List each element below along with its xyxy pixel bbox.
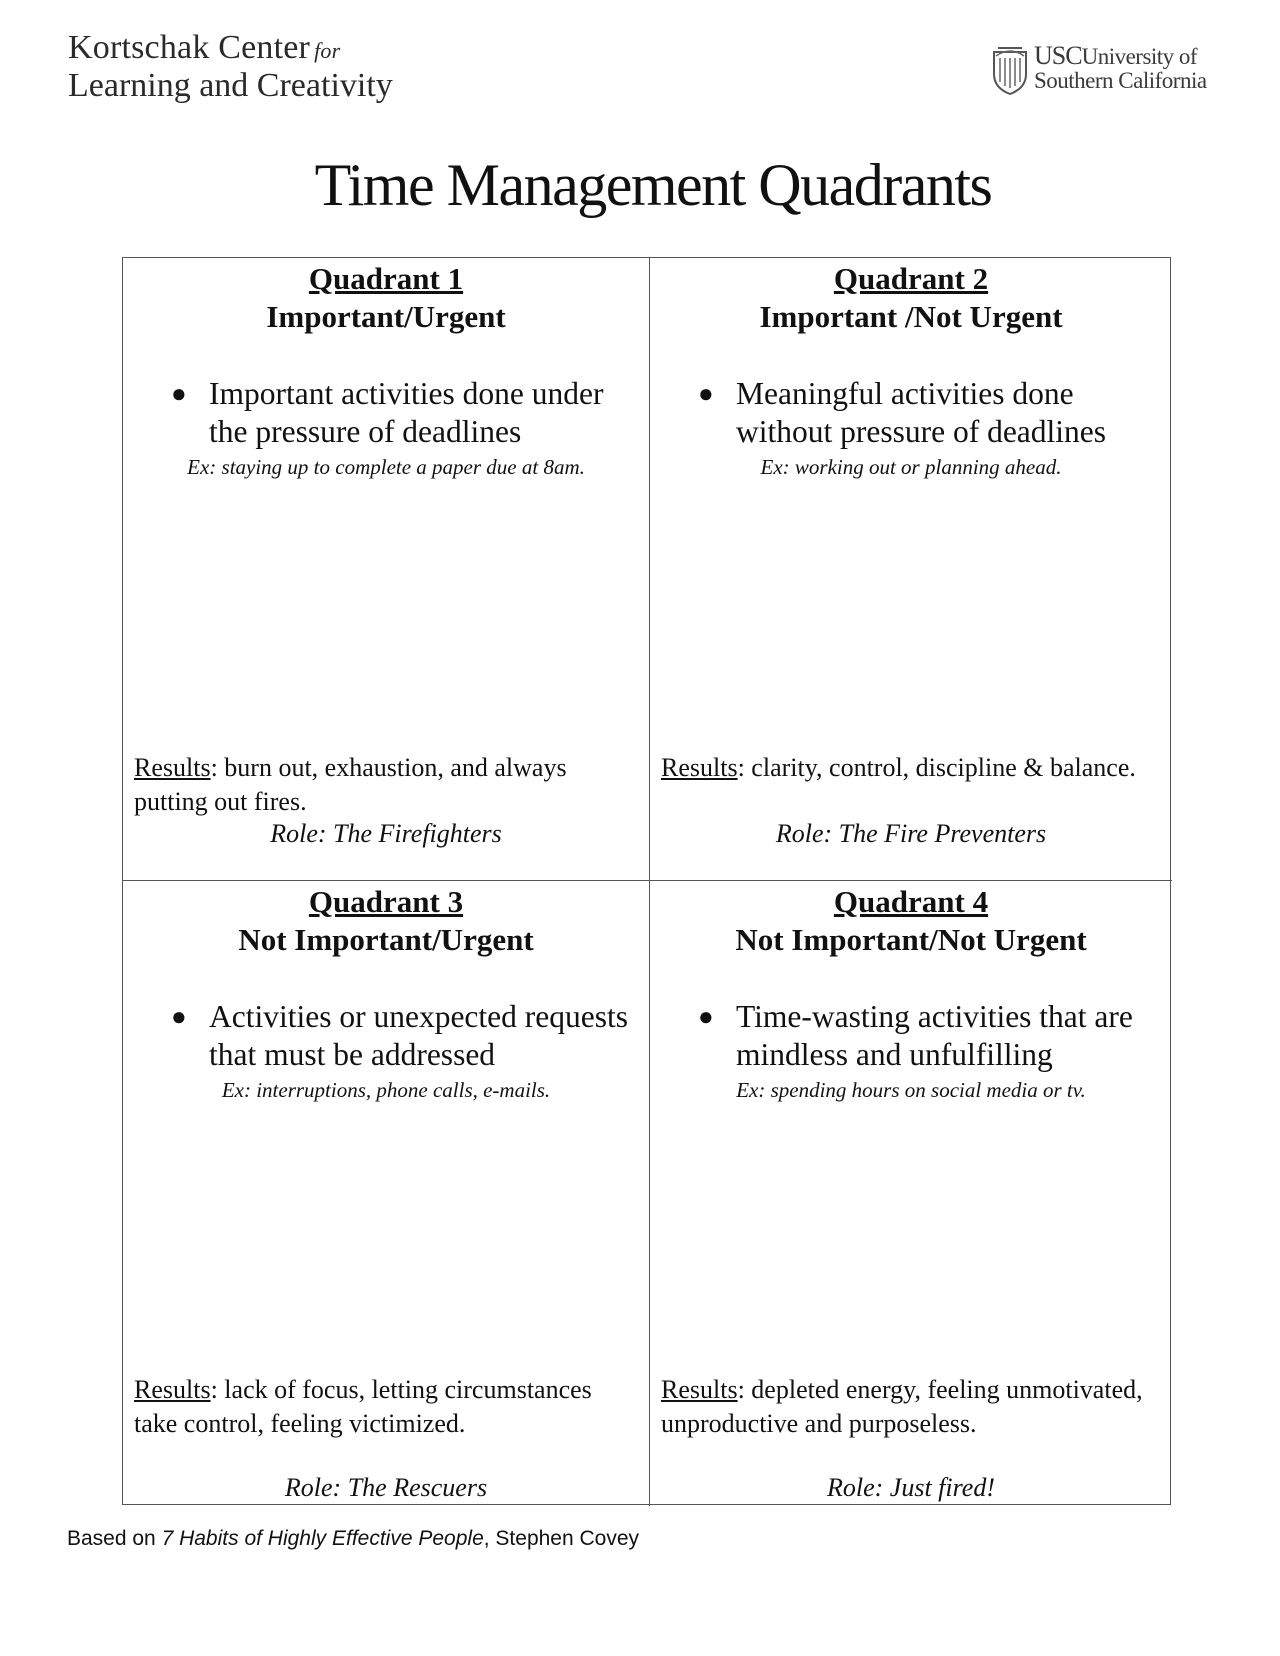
usc-university-of: University of <box>1081 44 1198 69</box>
logo-line-1 <box>68 30 428 69</box>
bullet-dot-icon: ● <box>171 379 187 408</box>
bullet-dot-icon: ● <box>171 1002 187 1031</box>
quadrant-results <box>134 1373 639 1441</box>
bullet-text: Time-wasting activities that are mindless and unfulfilling <box>736 999 1133 1072</box>
footer-author: , Stephen Covey <box>483 1527 640 1550</box>
quadrant-4 <box>650 881 1172 1506</box>
quadrant-header <box>123 258 649 336</box>
results-text: : burn out, exhaustion, and always putting out fires. <box>134 753 567 816</box>
footer-book-title: 7 Habits of Highly Effective People <box>161 1527 484 1550</box>
usc-seal-icon <box>990 44 1030 96</box>
footer-prefix: Based on <box>67 1527 162 1550</box>
results-label: Results <box>661 753 738 782</box>
logo-org-name: Kortschak Center <box>68 29 311 66</box>
quadrant-results <box>134 751 639 819</box>
results-label: Results <box>661 1375 738 1404</box>
kortschak-logo <box>68 30 428 103</box>
quadrant-example: Ex: staying up to complete a paper due at 8am. <box>187 455 585 479</box>
bullet-dot-icon: ● <box>698 1002 714 1031</box>
quadrant-1 <box>123 258 650 881</box>
quadrant-header <box>650 881 1172 959</box>
quadrant-bullet <box>171 998 643 1074</box>
quadrant-number: Quadrant 2 <box>833 261 989 296</box>
quadrant-subtitle: Important /Not Urgent <box>759 299 1063 334</box>
quadrant-example: Ex: working out or planning ahead. <box>760 455 1062 479</box>
quadrant-subtitle: Not Important/Urgent <box>238 922 534 957</box>
quadrant-results <box>661 1373 1162 1441</box>
usc-logo <box>990 41 1230 96</box>
quadrant-role: Role: Just fired! <box>827 1473 995 1502</box>
usc-line-2: Southern California <box>1034 68 1207 93</box>
usc-wordmark <box>1034 41 1207 93</box>
quadrant-subtitle: Not Important/Not Urgent <box>735 922 1087 957</box>
usc-abbr: USC <box>1034 41 1082 70</box>
quadrant-number: Quadrant 1 <box>308 261 464 296</box>
page-title: Time Management Quadrants <box>314 152 992 218</box>
quadrant-number: Quadrant 3 <box>308 884 464 919</box>
logo-for: for <box>314 38 341 63</box>
results-label: Results <box>134 753 211 782</box>
quadrant-bullet <box>698 998 1166 1074</box>
quadrant-results <box>661 751 1162 785</box>
quadrant-grid <box>122 257 1171 1505</box>
bullet-text: Meaningful activities done without pressure of deadlines <box>736 376 1107 449</box>
quadrant-number: Quadrant 4 <box>833 884 989 919</box>
quadrant-example: Ex: spending hours on social media or tv. <box>736 1078 1086 1102</box>
bullet-text: Important activities done under the pressure of deadlines <box>209 376 604 449</box>
quadrant-header <box>123 881 649 959</box>
quadrant-3 <box>123 881 650 1506</box>
results-text: : clarity, control, discipline & balance. <box>737 753 1136 782</box>
quadrant-example: Ex: interruptions, phone calls, e-mails. <box>221 1078 551 1102</box>
footer-credit <box>67 1526 639 1552</box>
quadrant-role: Role: The Rescuers <box>284 1473 488 1502</box>
quadrant-2 <box>650 258 1172 881</box>
quadrant-bullet <box>698 375 1166 451</box>
bullet-text: Activities or unexpected requests that must be addressed <box>209 999 628 1072</box>
quadrant-header <box>650 258 1172 336</box>
results-label: Results <box>134 1375 211 1404</box>
usc-line-1 <box>1034 41 1207 70</box>
bullet-dot-icon: ● <box>698 379 714 408</box>
quadrant-role: Role: The Fire Preventers <box>775 819 1047 848</box>
quadrant-role: Role: The Firefighters <box>270 819 502 848</box>
results-text: : depleted energy, feeling unmotivated, unproductive and purposeless. <box>661 1375 1143 1438</box>
logo-line-2: Learning and Creativity <box>68 67 393 104</box>
quadrant-subtitle: Important/Urgent <box>266 299 506 334</box>
results-text: : lack of focus, letting circumstances take control, feeling victimized. <box>134 1375 592 1438</box>
quadrant-bullet <box>171 375 643 451</box>
